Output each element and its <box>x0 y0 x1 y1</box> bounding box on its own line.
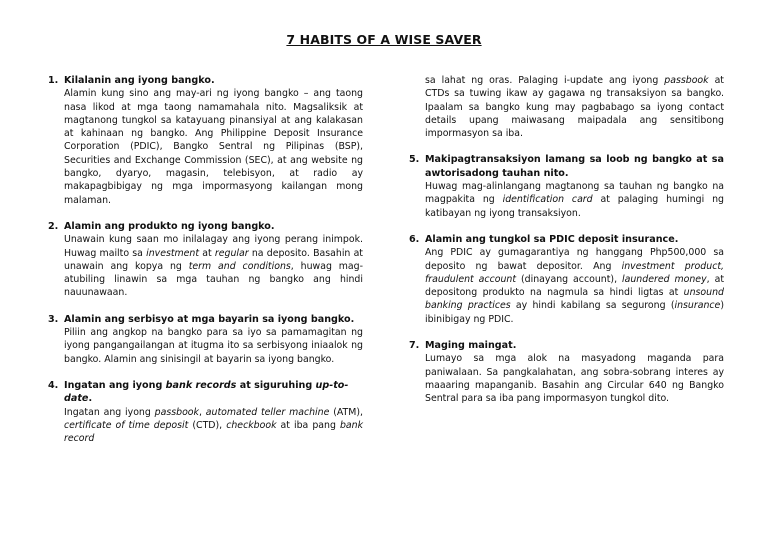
habit-item-5 <box>409 153 724 219</box>
habit-number: 5. <box>409 154 420 166</box>
habit-item-6 <box>409 233 724 326</box>
habit-body: Alamin kung sino ang may-ari ng iyong bangko – ang taong nasa likod at mga taong namamahala nito. Magsaliksik at magtanong tungkol sa katayuang pinansiyal at ang kalakasan at kahinaan ng bangko. Ang Philippine Deposit Insurance Corporation (PDIC), Bangko Sentral ng Pilipinas (BSP), Securities and Exchange Commission (SEC), at ang website ng bangko, dyaryo, magasin, telebisyon, at radio ay makapagbibigay ng mga impormasyong kailangan mong malaman. <box>64 88 363 206</box>
habit-body: Huwag mag-alinlangang magtanong sa tauhan ng bangko na magpakita ng identification card at palaging humingi ng katibayan ng iyong transaksiyon. <box>425 181 724 219</box>
habit-heading: Alamin ang produkto ng iyong bangko. <box>64 220 275 232</box>
habit-heading: Alamin ang tungkol sa PDIC deposit insurance. <box>425 233 679 245</box>
habit-heading: Makipagtransaksiyon lamang sa loob ng bangko at sa awtorisadong tauhan nito. <box>425 154 724 179</box>
habit-item-3 <box>48 313 363 366</box>
habit-item-2 <box>48 220 363 300</box>
habit-item-7 <box>409 339 724 405</box>
habit-number: 4. <box>48 379 59 391</box>
habit-number: 6. <box>409 233 420 245</box>
habit-number: 7. <box>409 340 420 352</box>
habit-4-continuation <box>409 74 724 140</box>
habit-heading: Ingatan ang iyong bank records at siguruhing up-to-date. <box>64 379 349 405</box>
habit-number: 3. <box>48 313 59 325</box>
habit-body: Ingatan ang iyong passbook, automated teller machine (ATM), certificate of time deposit (CTD), checkbook at iba pang bank record <box>64 406 364 445</box>
habit-body-continued: sa lahat ng oras. Palaging i-update ang iyong passbook at CTDs sa tuwing ikaw ay gagawa ng transaksiyon sa bangko. Ipaalam sa bangko kung may pagbabago sa iyong contact details upang maiwasang maipadala ang sensitibong impormasyon sa iba. <box>425 75 724 140</box>
habit-number: 2. <box>48 220 59 232</box>
habit-body: Lumayo sa mga alok na masyadong maganda para paniwalaan. Sa pangkalahatan, ang sobra-sobrang interes ay maaaring mapanganib. Basahin ang Circular 640 ng Bangko Sentral para sa iba pang impormasyon tungkol dito. <box>425 353 724 405</box>
habit-heading: Alamin ang serbisyo at mga bayarin sa iyong bangko. <box>64 313 355 325</box>
habit-body: Unawain kung saan mo inilalagay ang iyong perang inimpok. Huwag mailto sa investment at regular na deposito. Basahin at unawain ang kopya ng term and conditions, huwag mag-atubiling linawin sa mga tauhan ng bangko ang hindi nauunawaan. <box>64 234 363 299</box>
habit-item-4 <box>48 379 363 445</box>
right-column <box>409 74 724 419</box>
habit-body: Piliin ang angkop na bangko para sa iyo sa pamamagitan ng iyong pangangailangan at itugma ito sa serbisyong iniaalok ng bangko. Alamin ang sinisingil at bayarin sa iyong bangko. <box>64 327 363 365</box>
document-title: 7 HABITS OF A WISE SAVER <box>286 32 482 47</box>
habit-number: 1. <box>48 75 59 86</box>
habit-heading: Maging maingat. <box>425 340 517 352</box>
left-column <box>48 74 363 458</box>
habit-heading: Kilalanin ang iyong bangko. <box>64 75 215 86</box>
habit-item-1 <box>48 74 363 207</box>
habit-body: Ang PDIC ay gumagarantiya ng hanggang Php500,000 sa deposito ng bawat depositor. Ang investment product, fraudulent account (dinayang account), laundered money, at depositong produkto na nagmula sa hindi ligtas at unsound banking practices ay hindi kabilang sa segurong (insurance) ibinibigay ng PDIC. <box>425 247 725 325</box>
